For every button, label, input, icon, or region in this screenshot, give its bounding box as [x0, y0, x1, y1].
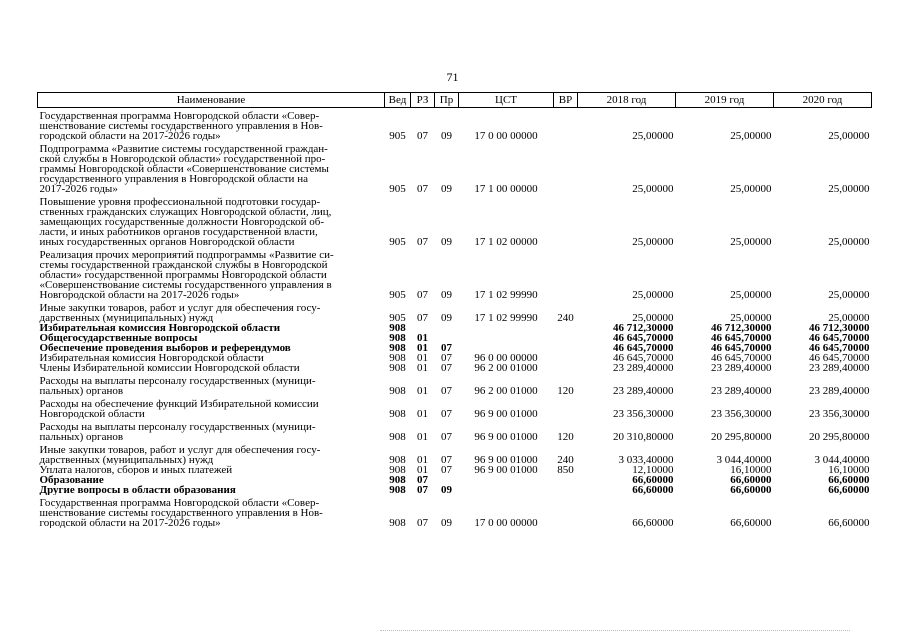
row-name-line: граммы Новгородской области «Совершенствование системы — [39, 163, 329, 175]
row-name — [38, 475, 385, 485]
row-name — [38, 419, 385, 442]
row-vr — [554, 353, 578, 363]
row-amount-2019: 25,00000 — [730, 236, 772, 248]
row-pr — [435, 323, 459, 333]
row-amount-2020: 46 712,30000 — [809, 322, 870, 334]
table-row — [38, 108, 872, 142]
row-rz: 07 — [417, 484, 428, 496]
row-ved: 908 — [389, 352, 406, 364]
table-row — [38, 396, 872, 419]
row-amount-2020: 23 289,40000 — [809, 385, 870, 397]
row-name-line: Образование — [39, 475, 104, 485]
row-ved: 905 — [389, 183, 406, 195]
row-rz: 07 — [417, 289, 428, 301]
row-name — [38, 343, 385, 353]
row-amount-2018: 66,60000 — [632, 517, 674, 529]
header-2019: 2019 год — [676, 93, 774, 108]
row-amount-2020: 20 295,80000 — [809, 431, 870, 443]
row-amount-2019: 46 645,70000 — [711, 342, 772, 354]
row-rz: 01 — [417, 332, 428, 344]
row-amount-2019: 23 289,40000 — [711, 362, 772, 374]
table-header-row — [38, 93, 872, 108]
row-cst: 96 9 00 01000 — [474, 454, 538, 466]
row-vr — [554, 495, 578, 528]
row-amount-2018: 20 310,80000 — [613, 431, 674, 443]
row-pr: 07 — [441, 385, 452, 397]
row-amount-2019: 16,10000 — [730, 464, 772, 476]
row-cst — [459, 333, 554, 343]
row-ved: 908 — [389, 408, 406, 420]
row-ved: 908 — [389, 362, 406, 374]
row-amount-2018: 25,00000 — [632, 130, 674, 142]
row-name-line: дарственных (муниципальных) нужд — [39, 312, 214, 323]
row-name-line: области» государственной программы Новгородской области — [39, 269, 327, 281]
row-name — [38, 323, 385, 333]
row-rz: 07 — [417, 236, 428, 248]
row-amount-2018: 23 289,40000 — [613, 362, 674, 374]
row-name-line: Расходы на выплаты персоналу государственных (муници- — [39, 421, 316, 433]
row-name — [38, 495, 385, 528]
row-pr: 07 — [441, 464, 452, 476]
row-amount-2018: 25,00000 — [632, 236, 674, 248]
row-amount-2019: 23 356,30000 — [711, 408, 772, 420]
row-name-line: замещающих государственные должности Новгородской об- — [39, 216, 325, 228]
header-rz: РЗ — [411, 93, 435, 108]
row-vr: 240 — [557, 454, 574, 466]
row-name — [38, 194, 385, 247]
row-vr — [554, 475, 578, 485]
row-amount-2019: 25,00000 — [730, 289, 772, 301]
row-vr — [554, 363, 578, 373]
row-name-line: Иные закупки товаров, работ и услуг для обеспечения госу- — [39, 444, 321, 456]
row-name — [38, 373, 385, 396]
row-vr: 240 — [557, 312, 574, 324]
row-name-line: Обеспечение проведения выборов и референдумов — [39, 343, 291, 353]
row-ved: 908 — [389, 431, 406, 443]
row-amount-2018: 25,00000 — [632, 183, 674, 195]
row-name-line: 2017-2026 годы» — [39, 183, 118, 194]
row-name-line: пальных) органов — [39, 385, 124, 396]
row-name-line: Избирательная комиссия Новгородской области — [39, 353, 264, 363]
row-pr: 09 — [441, 484, 452, 496]
row-name-line: Подпрограмма «Развитие системы государственной граждан- — [39, 143, 328, 155]
row-ved: 908 — [389, 454, 406, 466]
row-cst — [459, 323, 554, 333]
row-amount-2018: 23 289,40000 — [613, 385, 674, 397]
table-body — [38, 108, 872, 529]
row-name-line: Члены Избирательной комиссии Новгородской области — [39, 363, 300, 373]
row-vr — [554, 108, 578, 142]
row-name — [38, 247, 385, 300]
row-vr — [554, 247, 578, 300]
row-name — [38, 363, 385, 373]
row-amount-2020: 66,60000 — [828, 474, 870, 486]
row-rz: 07 — [417, 312, 428, 324]
row-amount-2018: 66,60000 — [632, 474, 674, 486]
row-ved: 908 — [389, 464, 406, 476]
row-amount-2019: 20 295,80000 — [711, 431, 772, 443]
row-rz: 07 — [417, 130, 428, 142]
row-amount-2019: 46 645,70000 — [711, 352, 772, 364]
table-row — [38, 141, 872, 194]
row-pr: 09 — [441, 312, 452, 324]
row-name — [38, 141, 385, 194]
table-row — [38, 419, 872, 442]
row-rz: 01 — [417, 352, 428, 364]
row-cst: 17 0 00 00000 — [474, 130, 538, 142]
row-name — [38, 300, 385, 323]
row-name-line: Уплата налогов, сборов и иных платежей — [39, 465, 233, 475]
header-ved: Вед — [385, 93, 411, 108]
header-cst: ЦСТ — [459, 93, 554, 108]
row-amount-2019: 66,60000 — [730, 484, 772, 496]
row-pr: 07 — [441, 342, 452, 354]
row-vr — [554, 333, 578, 343]
row-cst: 17 0 00 00000 — [474, 517, 538, 529]
row-name-line: пальных) органов — [39, 431, 124, 442]
row-name-line: Повышение уровня профессиональной подготовки государ- — [39, 196, 321, 208]
row-ved: 908 — [389, 322, 406, 334]
row-vr — [554, 485, 578, 495]
row-cst: 96 9 00 01000 — [474, 431, 538, 443]
row-name-line: дарственных (муниципальных) нужд — [39, 454, 214, 465]
row-amount-2019: 25,00000 — [730, 130, 772, 142]
row-amount-2018: 46 712,30000 — [613, 322, 674, 334]
row-pr: 09 — [441, 130, 452, 142]
row-amount-2018: 25,00000 — [632, 289, 674, 301]
row-vr — [554, 396, 578, 419]
header-name: Наименование — [38, 93, 385, 108]
row-rz: 07 — [417, 517, 428, 529]
table-row — [38, 485, 872, 495]
row-amount-2020: 23 356,30000 — [809, 408, 870, 420]
row-amount-2018: 46 645,70000 — [613, 332, 674, 344]
page-number: 71 — [446, 70, 459, 84]
row-cst — [459, 485, 554, 495]
row-amount-2018: 46 645,70000 — [613, 342, 674, 354]
row-amount-2019: 46 712,30000 — [711, 322, 772, 334]
row-name-line: Другие вопросы в области образования — [39, 485, 236, 495]
row-amount-2020: 16,10000 — [828, 464, 870, 476]
row-pr: 07 — [441, 431, 452, 443]
row-rz: 07 — [417, 183, 428, 195]
row-cst: 17 1 02 99990 — [474, 289, 538, 301]
row-amount-2019: 25,00000 — [730, 183, 772, 195]
row-amount-2019: 66,60000 — [730, 474, 772, 486]
row-cst: 96 0 00 00000 — [474, 352, 538, 364]
row-name-line: «Совершенствование системы государственного управления в — [39, 279, 332, 291]
row-vr — [554, 323, 578, 333]
row-name — [38, 465, 385, 475]
row-amount-2020: 66,60000 — [828, 484, 870, 496]
row-rz: 01 — [417, 431, 428, 443]
table-row — [38, 194, 872, 247]
row-ved: 908 — [389, 517, 406, 529]
header-vr: ВР — [554, 93, 578, 108]
row-pr: 09 — [441, 517, 452, 529]
row-amount-2020: 25,00000 — [828, 130, 870, 142]
row-name-line: Избирательная комиссия Новгородской области — [39, 323, 281, 333]
row-name-line: шенствование системы государственного управления в Нов- — [39, 507, 323, 519]
row-ved: 905 — [389, 289, 406, 301]
row-rz: 01 — [417, 385, 428, 397]
row-amount-2020: 46 645,70000 — [809, 342, 870, 354]
row-pr: 07 — [441, 362, 452, 374]
row-amount-2019: 23 289,40000 — [711, 385, 772, 397]
row-rz: 01 — [417, 464, 428, 476]
row-amount-2018: 66,60000 — [632, 484, 674, 496]
row-name-line: городской области на 2017-2026 годы» — [39, 517, 221, 528]
row-rz: 01 — [417, 454, 428, 466]
row-name-line: Государственная программа Новгородской области «Совер- — [39, 110, 320, 122]
row-name-line: Новгородской области на 2017-2026 годы» — [39, 289, 240, 300]
row-pr: 07 — [441, 408, 452, 420]
table-row — [38, 363, 872, 373]
row-amount-2018: 25,00000 — [632, 312, 674, 324]
row-amount-2018: 23 356,30000 — [613, 408, 674, 420]
row-cst — [459, 475, 554, 485]
budget-table — [37, 92, 872, 528]
page-bottom-marks — [380, 630, 850, 634]
row-name — [38, 442, 385, 465]
row-pr: 09 — [441, 183, 452, 195]
header-2020: 2020 год — [774, 93, 872, 108]
row-vr: 120 — [557, 431, 574, 443]
row-amount-2020: 46 645,70000 — [809, 332, 870, 344]
table-row — [38, 300, 872, 323]
row-vr — [554, 194, 578, 247]
row-cst: 17 1 00 00000 — [474, 183, 538, 195]
row-name-line: Иные закупки товаров, работ и услуг для обеспечения госу- — [39, 302, 321, 314]
row-name-line: Новгородской области — [39, 408, 145, 419]
row-name-line: Реализация прочих мероприятий подпрограммы «Развитие си- — [39, 249, 334, 261]
row-name-line: стемы государственной гражданской службы в Новгородской — [39, 259, 328, 271]
row-amount-2018: 46 645,70000 — [613, 352, 674, 364]
row-name — [38, 485, 385, 495]
row-cst: 17 1 02 00000 — [474, 236, 538, 248]
row-name-line: Расходы на обеспечение функций Избирательной комиссии — [39, 398, 319, 410]
header-2018: 2018 год — [578, 93, 676, 108]
row-name — [38, 396, 385, 419]
row-pr: 09 — [441, 289, 452, 301]
row-name-line: иных государственных органов Новгородской области — [39, 236, 295, 247]
row-ved: 905 — [389, 312, 406, 324]
row-amount-2018: 12,10000 — [632, 464, 674, 476]
table-row — [38, 495, 872, 528]
row-name-line: Государственная программа Новгородской области «Совер- — [39, 497, 320, 509]
row-cst: 96 9 00 01000 — [474, 408, 538, 420]
row-pr: 07 — [441, 352, 452, 364]
row-cst: 96 9 00 01000 — [474, 464, 538, 476]
header-pr: Пр — [435, 93, 459, 108]
row-rz: 01 — [417, 408, 428, 420]
row-name-line: Расходы на выплаты персоналу государственных (муници- — [39, 375, 316, 387]
row-amount-2020: 46 645,70000 — [809, 352, 870, 364]
row-rz: 01 — [417, 342, 428, 354]
row-cst: 96 2 00 01000 — [474, 362, 538, 374]
row-ved: 908 — [389, 484, 406, 496]
row-name-line: шенствование системы государственного управления в Нов- — [39, 120, 323, 132]
row-name-line: Общегосударственные вопросы — [39, 333, 198, 343]
row-ved: 905 — [389, 236, 406, 248]
row-rz: 07 — [417, 474, 428, 486]
row-vr — [554, 141, 578, 194]
row-vr: 120 — [557, 385, 574, 397]
row-amount-2020: 25,00000 — [828, 289, 870, 301]
row-cst: 17 1 02 99990 — [474, 312, 538, 324]
row-amount-2020: 25,00000 — [828, 312, 870, 324]
row-vr — [554, 343, 578, 353]
row-amount-2020: 66,60000 — [828, 517, 870, 529]
row-name-line: ласти, и иных работников органов государственной власти, — [39, 226, 318, 238]
row-name-line: ственных гражданских служащих Новгородской области, лиц, — [39, 206, 332, 218]
row-amount-2018: 3 033,40000 — [618, 454, 674, 466]
row-ved: 908 — [389, 342, 406, 354]
row-amount-2020: 25,00000 — [828, 183, 870, 195]
row-amount-2019: 3 044,40000 — [716, 454, 772, 466]
row-name-line: ской службы в Новгородской области» государственной про- — [39, 153, 326, 165]
row-ved: 908 — [389, 385, 406, 397]
row-amount-2020: 23 289,40000 — [809, 362, 870, 374]
row-name — [38, 108, 385, 142]
table-row — [38, 442, 872, 465]
row-ved: 908 — [389, 332, 406, 344]
row-amount-2019: 25,00000 — [730, 312, 772, 324]
table-row — [38, 373, 872, 396]
row-name-line: городской области на 2017-2026 годы» — [39, 130, 221, 141]
row-amount-2020: 3 044,40000 — [814, 454, 870, 466]
row-amount-2020: 25,00000 — [828, 236, 870, 248]
row-name — [38, 353, 385, 363]
row-vr: 850 — [557, 464, 574, 476]
row-ved: 905 — [389, 130, 406, 142]
row-amount-2019: 46 645,70000 — [711, 332, 772, 344]
row-pr: 09 — [441, 236, 452, 248]
row-pr: 07 — [441, 454, 452, 466]
row-rz: 01 — [417, 362, 428, 374]
row-name — [38, 333, 385, 343]
row-name-line: государственного управления в Новгородской области на — [39, 173, 308, 185]
row-cst: 96 2 00 01000 — [474, 385, 538, 397]
table-row — [38, 247, 872, 300]
row-ved: 908 — [389, 474, 406, 486]
row-amount-2019: 66,60000 — [730, 517, 772, 529]
